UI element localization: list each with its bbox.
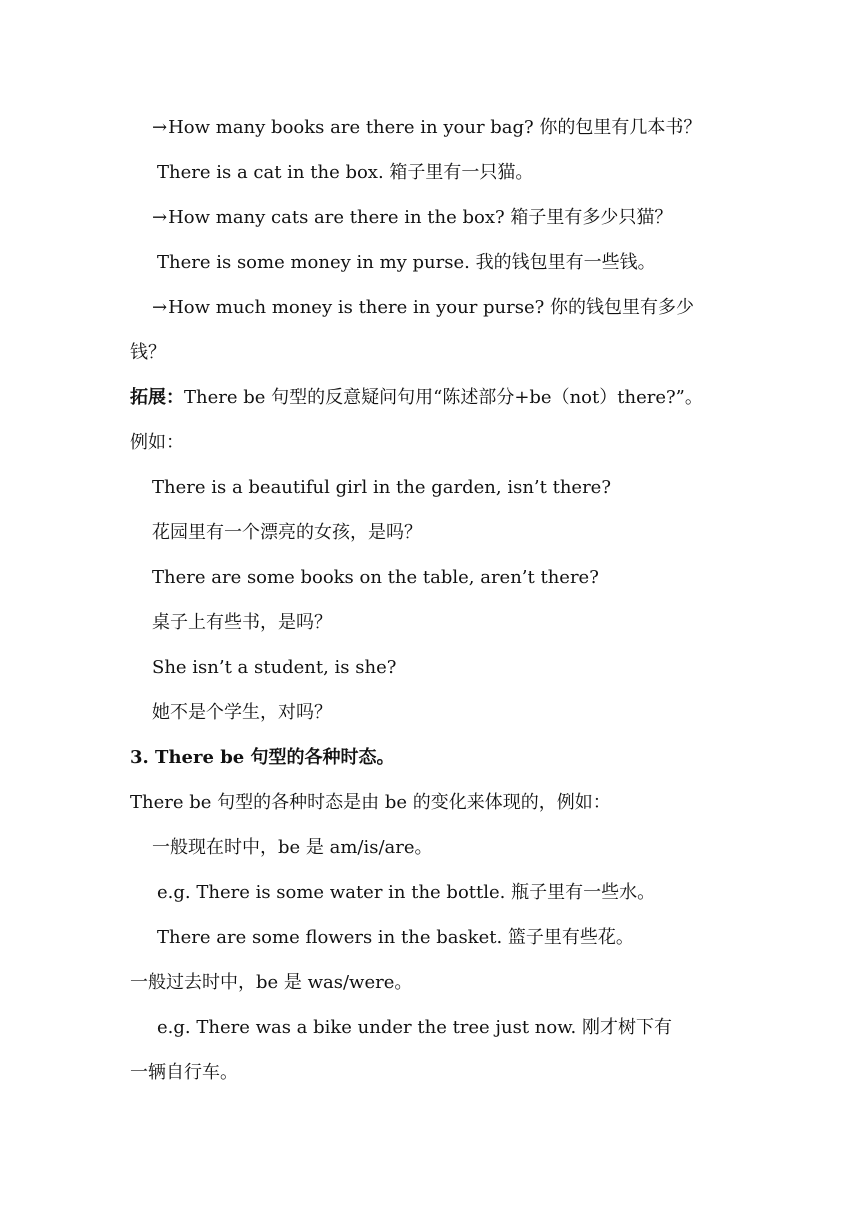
example-sentence-cat: There is a cat in the box. 箱子里有一只猫。 (157, 162, 534, 183)
arrow-icon: → (152, 207, 168, 228)
arrow-icon: → (152, 297, 168, 318)
example-sentence-money: There is some money in my purse. 我的钱包里有一些钱。 (157, 252, 656, 273)
tag-question-translation-3: 她不是个学生，对吗？ (152, 702, 332, 723)
arrow-icon: → (152, 117, 168, 138)
past-tense-rule: 一般过去时中，be 是 was/were。 (130, 972, 413, 993)
tag-question-example-3: She isn’t a student, is she? (152, 657, 397, 678)
tag-question-translation-2: 桌子上有些书，是吗？ (152, 612, 332, 633)
present-tense-rule: 一般现在时中，be 是 am/is/are。 (152, 837, 433, 858)
tag-question-example-1: There is a beautiful girl in the garden, isn’t there? (152, 477, 611, 498)
extension-note: 拓展：There be 句型的反意疑问句用“陈述部分+be（not）there?”。 (130, 387, 703, 408)
example-question-cats: →How many cats are there in the box? 箱子里有多少只猫？ (152, 207, 673, 228)
example-question-money-cont: 钱？ (130, 342, 166, 363)
tenses-intro: There be 句型的各种时态是由 be 的变化来体现的，例如： (130, 792, 611, 813)
past-example: e.g. There was a bike under the tree just now. 刚才树下有 (157, 1017, 672, 1038)
past-example-cont: 一辆自行车。 (130, 1062, 238, 1083)
present-example-1: e.g. There is some water in the bottle. 瓶子里有一些水。 (157, 882, 656, 903)
tag-question-translation-1: 花园里有一个漂亮的女孩，是吗？ (152, 522, 422, 543)
example-question-books: →How many books are there in your bag? 你的包里有几本书？ (152, 117, 702, 138)
extension-label: 拓展： (130, 387, 184, 408)
example-question-money: →How much money is there in your purse? 你的钱包里有多少 (152, 297, 695, 318)
section-heading: 3. There be 句型的各种时态。 (130, 747, 395, 768)
present-example-2: There are some flowers in the basket. 篮子里有些花。 (157, 927, 634, 948)
for-example-label: 例如： (130, 432, 184, 453)
tag-question-example-2: There are some books on the table, aren’t there? (152, 567, 599, 588)
